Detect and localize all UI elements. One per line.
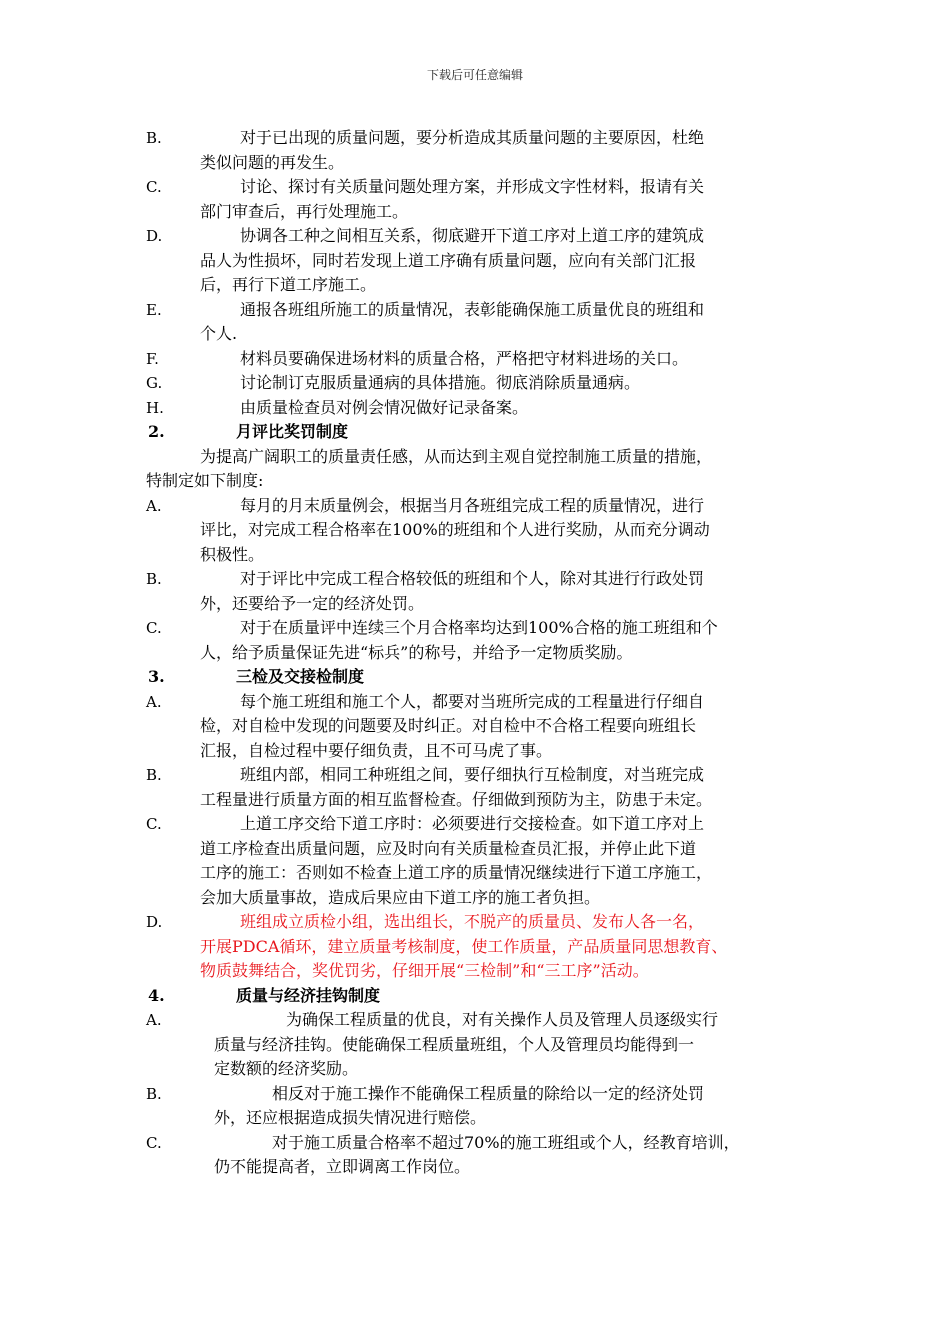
item-letter: B. <box>146 766 162 784</box>
item-line: 讨论、探讨有关质量问题处理方案，并形成文字性材料，报请有关 <box>240 177 705 196</box>
item-line: 物质鼓舞结合，奖优罚劣，仔细开展“三检制”和“三工序”活动。 <box>200 961 649 980</box>
item-line: 会加大质量事故，造成后果应由下道工序的施工者负担。 <box>200 887 601 907</box>
item-line: 检，对自检中发现的问题要及时纠正。对自检中不合格工程要向班组长 <box>200 716 697 735</box>
list-item <box>146 494 816 568</box>
item-line: 积极性。 <box>200 544 265 564</box>
item-line: 通报各班组所施工的质量情况，表彰能确保施工质量优良的班组和 <box>240 299 705 319</box>
item-line: 每个施工班组和施工个人，都要对当班所完成的工程量进行仔细自 <box>240 691 705 711</box>
item-line: 上道工序交给下道工序时：必须要进行交接检查。如下道工序对上 <box>240 814 705 833</box>
item-letter: C. <box>146 178 162 196</box>
item-line: 类似问题的再发生。 <box>200 152 345 172</box>
item-line: 后，再行下道工序施工。 <box>200 275 377 294</box>
item-letter: B. <box>146 129 162 147</box>
item-line: 外，还要给予一定的经济处罚。 <box>200 593 425 613</box>
item-line: 仍不能提高者，立即调离工作岗位。 <box>214 1157 471 1176</box>
section-title: 月评比奖罚制度 <box>236 422 349 441</box>
item-line: 道工序检查出质量问题，应及时向有关质量检查员汇报，并停止此下道 <box>200 838 697 858</box>
item-letter: C. <box>146 1133 162 1152</box>
item-letter: A. <box>146 1011 162 1029</box>
list-item <box>146 1131 816 1180</box>
item-line: 班组内部，相同工种班组之间，要仔细执行互检制度，对当班完成 <box>240 765 705 784</box>
item-line: 对于已出现的质量问题，要分析造成其质量问题的主要原因，杜绝 <box>240 128 705 147</box>
list-item <box>146 1082 816 1131</box>
item-line: 人，给予质量保证先进“标兵”的称号，并给予一定物质奖励。 <box>200 642 633 662</box>
item-letter: D. <box>146 227 163 245</box>
list-item <box>146 567 816 616</box>
item-letter: C. <box>146 619 162 637</box>
item-line: 工程量进行质量方面的相互监督检查。仔细做到预防为主，防患于未定。 <box>200 789 713 809</box>
section-heading <box>146 984 816 1009</box>
item-letter: C. <box>146 815 162 833</box>
item-line: 汇报，自检过程中要仔细负责，且不可马虎了事。 <box>200 740 553 760</box>
list-item <box>146 616 816 665</box>
item-line: 材料员要确保进场材料的质量合格，严格把守材料进场的关口。 <box>240 348 689 368</box>
list-item <box>146 126 816 175</box>
list-item-highlighted <box>146 910 816 984</box>
section-number: 2. <box>148 422 165 441</box>
section-number: 3. <box>148 667 165 686</box>
list-item <box>146 347 816 372</box>
list-item <box>146 298 816 347</box>
item-line: 工序的施工：否则如不检查上道工序的质量情况继续进行下道工序施工， <box>200 863 713 882</box>
item-letter: B. <box>146 570 162 588</box>
item-letter: A. <box>146 496 162 515</box>
list-item <box>146 175 816 224</box>
item-line: 对于评比中完成工程合格较低的班组和个人，除对其进行行政处罚 <box>240 569 705 588</box>
item-letter: A. <box>146 692 162 711</box>
item-line: 部门审查后，再行处理施工。 <box>200 201 409 221</box>
item-line: 质量与经济挂钩。使能确保工程质量班组，个人及管理员均能得到一 <box>214 1034 695 1054</box>
item-line: 由质量检查员对例会情况做好记录备案。 <box>240 397 529 417</box>
item-letter: D. <box>146 913 163 931</box>
item-line: 对于在质量评中连续三个月合格率均达到100%合格的施工班组和个 <box>240 618 718 637</box>
item-letter: F. <box>146 349 159 368</box>
page-header: 下载后可任意编辑 <box>426 68 523 82</box>
list-item <box>146 396 816 421</box>
section-intro <box>146 445 816 494</box>
intro-line: 为提高广阔职工的质量责任感，从而达到主观自觉控制施工质量的措施， <box>200 446 713 466</box>
item-line: 外，还应根据造成损失情况进行赔偿。 <box>214 1108 487 1127</box>
list-item <box>146 1008 816 1082</box>
intro-line: 特制定如下制度: <box>146 471 264 490</box>
item-line: 定数额的经济奖励。 <box>214 1059 359 1078</box>
section-heading <box>146 665 816 690</box>
item-line: 个人. <box>200 324 238 343</box>
list-item <box>146 371 816 396</box>
item-line: 协调各工种之间相互关系，彻底避开下道工序对上道工序的建筑成 <box>240 226 705 245</box>
item-line: 每月的月末质量例会，根据当月各班组完成工程的质量情况，进行 <box>240 495 705 515</box>
document-body <box>146 126 816 1180</box>
item-line: 讨论制订克服质量通病的具体措施。彻底消除质量通病。 <box>240 373 641 392</box>
section-number: 4. <box>148 985 165 1005</box>
item-letter: B. <box>146 1084 162 1103</box>
item-letter: E. <box>146 300 162 319</box>
item-line: 相反对于施工操作不能确保工程质量的除给以一定的经济处罚 <box>272 1083 705 1103</box>
list-item <box>146 763 816 812</box>
item-line: 评比，对完成工程合格率在100%的班组和个人进行奖励，从而充分调动 <box>200 520 710 539</box>
list-item <box>146 224 816 298</box>
item-letter: G. <box>146 374 163 392</box>
list-item <box>146 690 816 764</box>
section-title: 三检及交接检制度 <box>236 667 365 686</box>
section-title: 质量与经济挂钩制度 <box>236 985 381 1005</box>
item-line: 开展PDCA循环，建立质量考核制度，使工作质量，产品质量同思想教育、 <box>200 936 728 956</box>
item-line: 对于施工质量合格率不超过70%的施工班组或个人，经教育培训， <box>272 1132 740 1152</box>
item-line: 为确保工程质量的优良，对有关操作人员及管理人员逐级实行 <box>286 1010 719 1029</box>
item-letter: H. <box>146 398 164 417</box>
list-item <box>146 812 816 910</box>
item-line: 品人为性损坏，同时若发现上道工序确有质量问题，应向有关部门汇报 <box>200 250 697 270</box>
item-line: 班组成立质检小组，选出组长，不脱产的质量员、发布人各一名， <box>240 912 705 931</box>
section-heading <box>146 420 816 445</box>
